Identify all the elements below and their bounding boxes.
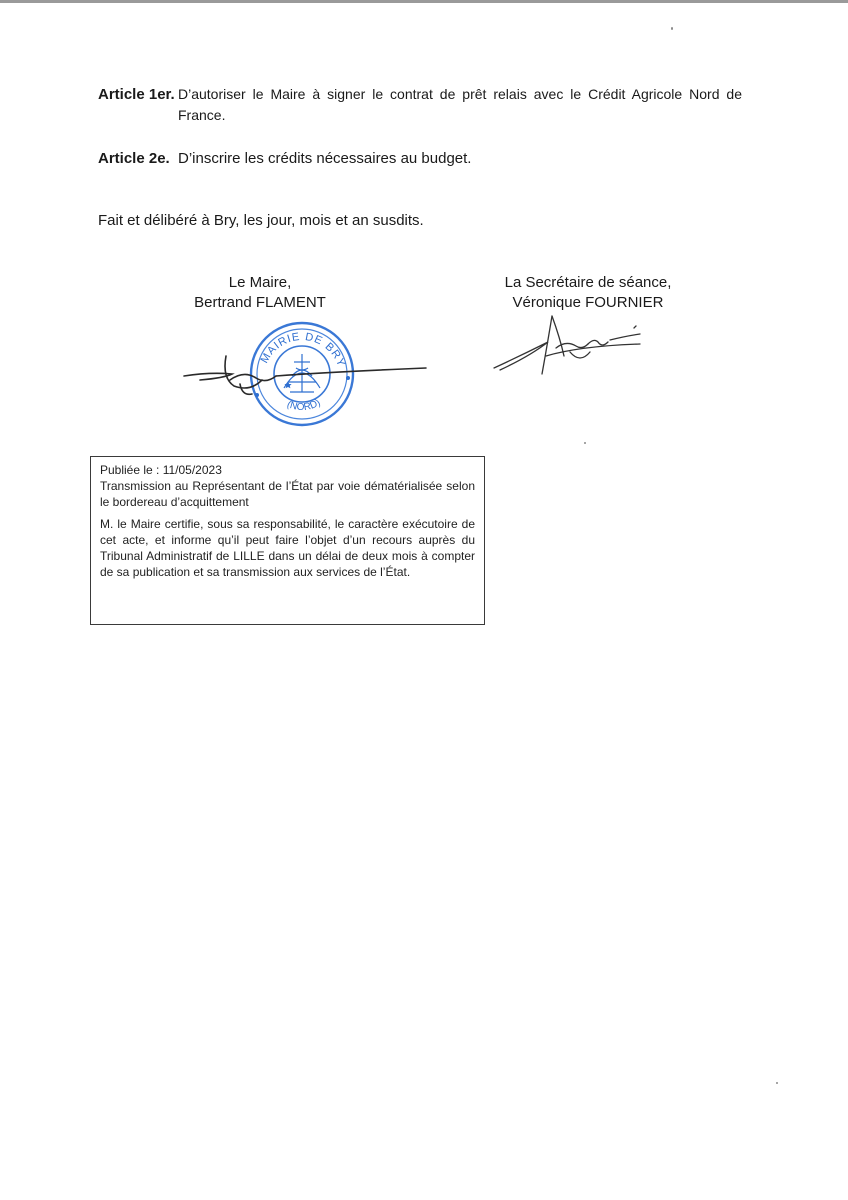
secretary-signature-block — [490, 273, 686, 313]
seal-top-text: MAIRIE DE BRY — [258, 330, 348, 370]
publication-notice — [90, 456, 485, 625]
secretary-title: La Secrétaire de séance, — [504, 274, 672, 291]
scan-speck — [776, 1082, 778, 1084]
secretary-handwritten-signature — [490, 312, 660, 384]
mayor-signature-block — [160, 273, 360, 313]
certification-statement: M. le Maire certifie, sous sa responsabilité, le caractère exécutoire de cet acte, et informe qu’il peut faire l’objet d’un recours auprès du Tribunal Administratif de LILLE dans un délai de deux mois à compter de sa publication et sa transmission aux services de l’État. — [100, 516, 475, 580]
svg-text:(NORD) — [285, 397, 322, 413]
scan-speck — [671, 27, 673, 30]
article-2 — [98, 148, 742, 169]
article-1-text: D’autoriser le Maire à signer le contrat de prêt relais avec le Crédit Agricole Nord de France. — [178, 86, 742, 123]
transmission-statement: Transmission au Représentant de l’État par voie dématérialisée selon le bordereau d’acquittement — [100, 479, 475, 510]
scan-speck — [584, 442, 586, 444]
article-1 — [98, 84, 742, 126]
article-2-text: D’inscrire les crédits nécessaires au budget. — [178, 150, 472, 167]
seal-bottom-text: (NORD) — [285, 397, 323, 414]
svg-text:MAIRIE DE BRY — [259, 331, 348, 369]
article-2-label: Article 2e. — [98, 150, 170, 167]
mayor-signature-and-seal — [180, 318, 430, 430]
mayor-title: Le Maire, — [228, 274, 292, 291]
mayor-name: Bertrand FLAMENT — [194, 294, 326, 311]
secretary-name: Véronique FOURNIER — [512, 294, 664, 311]
article-1-label: Article 1er. — [98, 86, 175, 103]
page-top-edge — [0, 0, 848, 3]
closing-statement: Fait et délibéré à Bry, les jour, mois et an susdits. — [98, 212, 424, 229]
publication-date: Publiée le : 11/05/2023 — [100, 463, 222, 477]
